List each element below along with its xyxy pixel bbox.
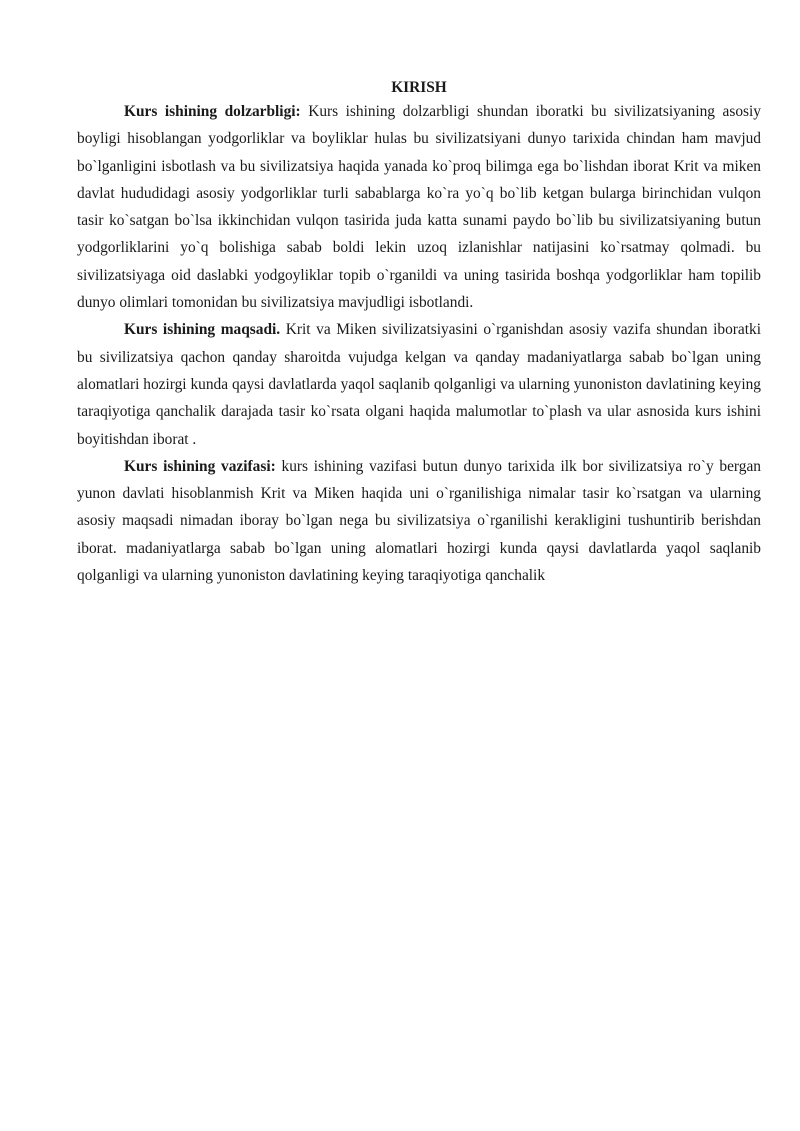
document-body bbox=[77, 77, 761, 589]
paragraph-text: Krit va Miken sivilizatsiyasini o`rganishdan asosiy vazifa shundan iboratki bu sivilizatsiya qachon qanday sharoitda vujudga kelgan va qanday madaniyatlarga sabab bo`lgan uning alomatlari hozirgi kunda qaysi davlatlarda yaqol saqlanib qolganligi va ularning yunoniston davlatining keying taraqiyotiga qanchalik darajada tasir ko`rsata olgani haqida malumotlar to`plash va ular asnosida kurs ishini boyitishdan iborat . bbox=[77, 321, 761, 448]
paragraph-lead: Kurs ishining maqsadi. bbox=[124, 321, 281, 339]
page-title: KIRISH bbox=[391, 79, 447, 96]
paragraph-lead: Kurs ishining dolzarbligi: bbox=[124, 103, 301, 120]
paragraph-text: Kurs ishining dolzarbligi shundan iboratki bu sivilizatsiyaning asosiy boyligi hisoblangan yodgorliklar va boyliklar hulas bu sivilizatsiyani dunyo tarixida chindan ham mavjud bo`lganligini isbotlash va bu sivilizatsiya haqida yanada ko`proq bilimga ega bo`lishdan iborat Krit va miken davlat hududidagi asosiy yodgorliklar turli sabablarga ko`ra yo`q bo`lib ketgan bularga birinchidan vulqon tasir ko`satgan bo`lsa ikkinchidan vulqon tasirida juda katta sunami paydo bo`lib bu sivilizatsiyaning butun yodgorliklarini yo`q bolishiga sabab boldi lekin uzoq izlanishlar natijasini ko`rsatmay qolmadi. bu sivilizatsiyaga oid daslabki yodgoyliklar topib o`rganildi va uning tasirida boshqa yodgorliklar ham topilib dunyo olimlari tomonidan bu sivilizatsiya mavjudligi isbotlandi. bbox=[77, 103, 761, 312]
paragraph-lead: Kurs ishining vazifasi: bbox=[124, 457, 276, 475]
paragraph-text: kurs ishining vazifasi butun dunyo tarixida ilk bor sivilizatsiya ro`y bergan yunon davlati hisoblanmish Krit va Miken haqida uni o`rganilishiga nimalar tasir ko`rsatgan va ularning asosiy maqsadi nimadan iboray bo`lgan nega bu sivilizatsiya o`rganilishi kerakligini tushuntirib berishdan iborat. madaniyatlarga sabab bo`lgan uning alomatlari hozirgi kunda qaysi davlatlarda yaqol saqlanib qolganligi va ularning yunoniston davlatining keying taraqiyotiga qanchalik bbox=[77, 457, 761, 585]
paragraph-relevance bbox=[77, 98, 761, 316]
paragraph-goal bbox=[77, 316, 761, 452]
paragraph-task bbox=[77, 453, 761, 589]
